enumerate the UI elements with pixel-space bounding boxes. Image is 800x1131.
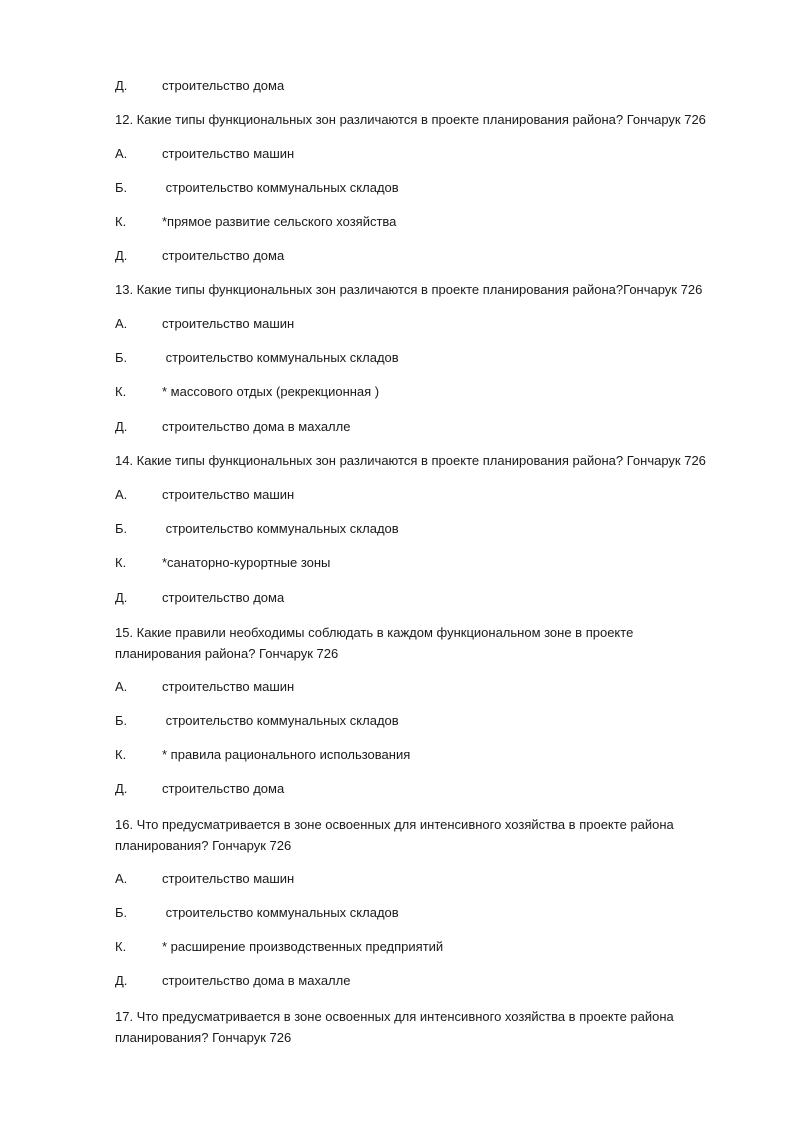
option-line [115,869,294,889]
option-line [115,485,294,505]
option-letter: Д. [115,78,128,93]
option-line [115,348,399,368]
question-14 [115,451,706,471]
option-text: строительство машин [162,487,295,502]
option-letter: Б. [115,350,128,365]
question-text: 13. Какие типы функциональных зон различаются в проекте планирования района?Гончарук 726 [115,282,703,297]
option-text: строительство дома в махалле [162,973,351,988]
option-text: * правила рационального использования [162,747,411,762]
question-16 [115,814,715,856]
option-text: * массового отдых (рекрекционная ) [162,384,380,399]
option-line [115,178,399,198]
option-letter: Д. [115,419,128,434]
option-text: строительство дома [162,248,285,263]
option-line [115,519,399,539]
option-line [115,314,294,334]
option-letter: Б. [115,180,128,195]
option-letter: Б. [115,905,128,920]
question-text: 15. Какие правили необходимы соблюдать в каждом функциональном зоне в проекте планирования района? Гончарук 726 [115,625,634,661]
option-line [115,417,350,437]
option-letter: Д. [115,781,128,796]
option-line [115,144,294,164]
option-text: строительство дома в махалле [162,419,351,434]
option-letter: К. [115,555,127,570]
option-text: *прямое развитие сельского хозяйства [162,214,397,229]
option-line [115,971,350,991]
option-line [115,903,399,923]
option-letter: К. [115,384,127,399]
option-letter: Д. [115,248,128,263]
option-text: строительство машин [162,316,295,331]
question-17 [115,1006,715,1048]
option-letter: К. [115,747,127,762]
option-line [115,937,443,957]
option-text: строительство коммунальных складов [162,905,399,920]
question-12 [115,110,706,130]
option-letter: Б. [115,521,128,536]
question-text: 16. Что предусматривается в зоне освоенных для интенсивного хозяйства в проекте района планирования? Гончарук 726 [115,817,674,853]
option-line [115,711,399,731]
option-text: строительство машин [162,871,295,886]
question-text: 17. Что предусматривается в зоне освоенных для интенсивного хозяйства в проекте района планирования? Гончарук 726 [115,1009,674,1045]
option-letter: А. [115,487,128,502]
option-text: строительство коммунальных складов [162,521,399,536]
option-line [115,212,396,232]
option-text: строительство коммунальных складов [162,180,399,195]
option-letter: А. [115,316,128,331]
option-line [115,779,284,799]
question-15 [115,622,715,664]
option-line [115,382,379,402]
option-line [115,76,284,96]
option-letter: Б. [115,713,128,728]
option-letter: К. [115,214,127,229]
option-letter: Д. [115,590,128,605]
option-line [115,677,294,697]
option-text: строительство коммунальных складов [162,350,399,365]
option-text: * расширение производственных предприятий [162,939,444,954]
option-text: строительство машин [162,146,295,161]
question-13 [115,280,702,300]
option-text: строительство дома [162,78,285,93]
option-line [115,246,284,266]
question-text: 14. Какие типы функциональных зон различаются в проекте планирования района? Гончарук 726 [115,453,706,468]
option-text: строительство машин [162,679,295,694]
option-letter: А. [115,146,128,161]
option-line [115,588,284,608]
option-text: строительство коммунальных складов [162,713,399,728]
option-text: строительство дома [162,590,285,605]
option-letter: К. [115,939,127,954]
option-letter: А. [115,679,128,694]
option-text: строительство дома [162,781,285,796]
option-letter: Д. [115,973,128,988]
option-letter: А. [115,871,128,886]
question-text: 12. Какие типы функциональных зон различаются в проекте планирования района? Гончарук 726 [115,112,706,127]
option-text: *санаторно-курортные зоны [162,555,331,570]
option-line [115,553,330,573]
option-line [115,745,410,765]
